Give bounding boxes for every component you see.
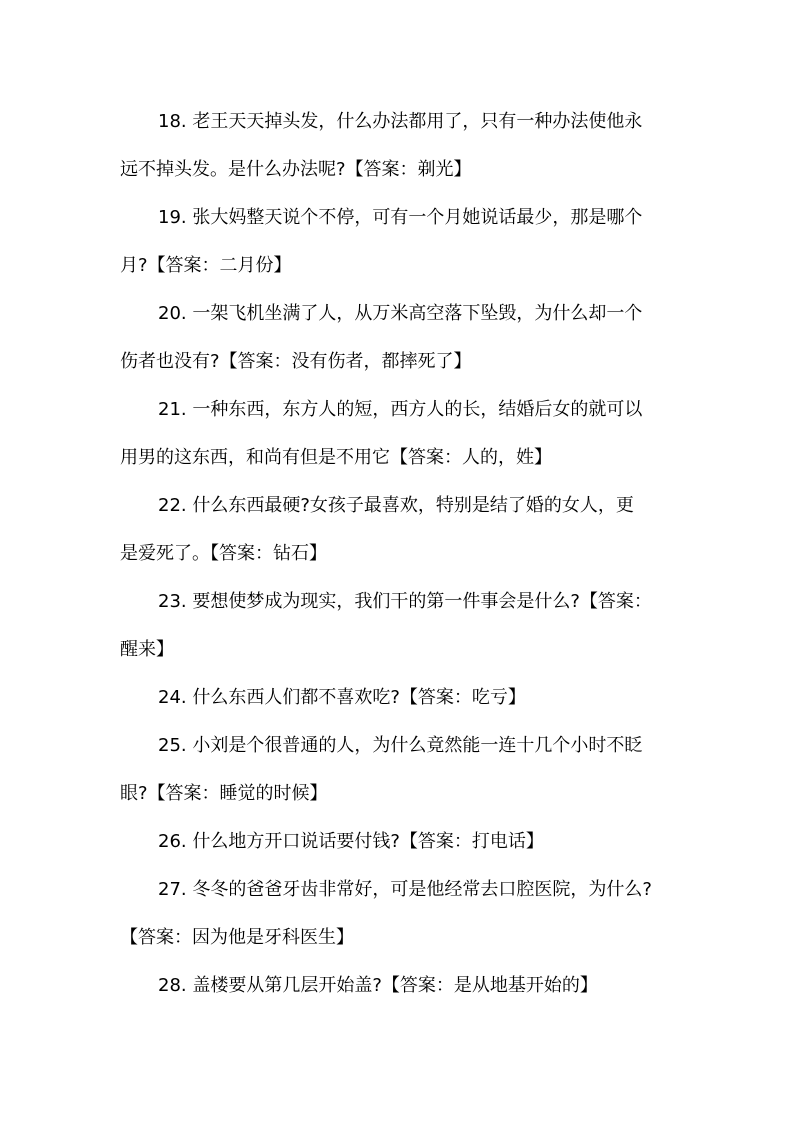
question-21-line-2: 用男的这东西，和尚有但是不用它【答案：人的，姓】 [120, 447, 552, 468]
question-18-line-2: 远不掉头发。是什么办法呢?【答案：剃光】 [120, 159, 472, 180]
question-19-line-2: 月?【答案：二月份】 [120, 255, 292, 276]
question-21-line-1: 21. 一种东西，东方人的短，西方人的长，结婚后女的就可以 [158, 399, 643, 420]
question-25-line-1: 25. 小刘是个很普通的人，为什么竟然能一连十几个小时不眨 [158, 735, 643, 756]
question-22-line-1: 22. 什么东西最硬?女孩子最喜欢，特别是结了婚的女人，更 [158, 495, 634, 516]
question-20-line-2: 伤者也没有?【答案：没有伤者，都摔死了】 [120, 351, 472, 372]
question-26-line-1: 26. 什么地方开口说话要付钱?【答案：打电话】 [158, 831, 544, 852]
question-23-line-1: 23. 要想使梦成为现实，我们干的第一件事会是什么?【答案： [158, 591, 652, 612]
question-18-line-1: 18. 老王天天掉头发，什么办法都用了，只有一种办法使他永 [158, 111, 643, 132]
question-19-line-1: 19. 张大妈整天说个不停，可有一个月她说话最少，那是哪个 [158, 207, 643, 228]
question-28-line-1: 28. 盖楼要从第几层开始盖?【答案：是从地基开始的】 [158, 975, 598, 996]
question-20-line-1: 20. 一架飞机坐满了人，从万米高空落下坠毁，为什么却一个 [158, 303, 643, 324]
question-25-line-2: 眼?【答案：睡觉的时候】 [120, 783, 328, 804]
question-23-line-2: 醒来】 [120, 639, 174, 660]
question-27-line-2: 【答案：因为他是牙科医生】 [120, 927, 354, 948]
question-22-line-2: 是爱死了。【答案：钻石】 [120, 543, 327, 564]
question-27-line-1: 27. 冬冬的爸爸牙齿非常好，可是他经常去口腔医院，为什么? [158, 879, 652, 900]
question-24-line-1: 24. 什么东西人们都不喜欢吃?【答案：吃亏】 [158, 687, 526, 708]
